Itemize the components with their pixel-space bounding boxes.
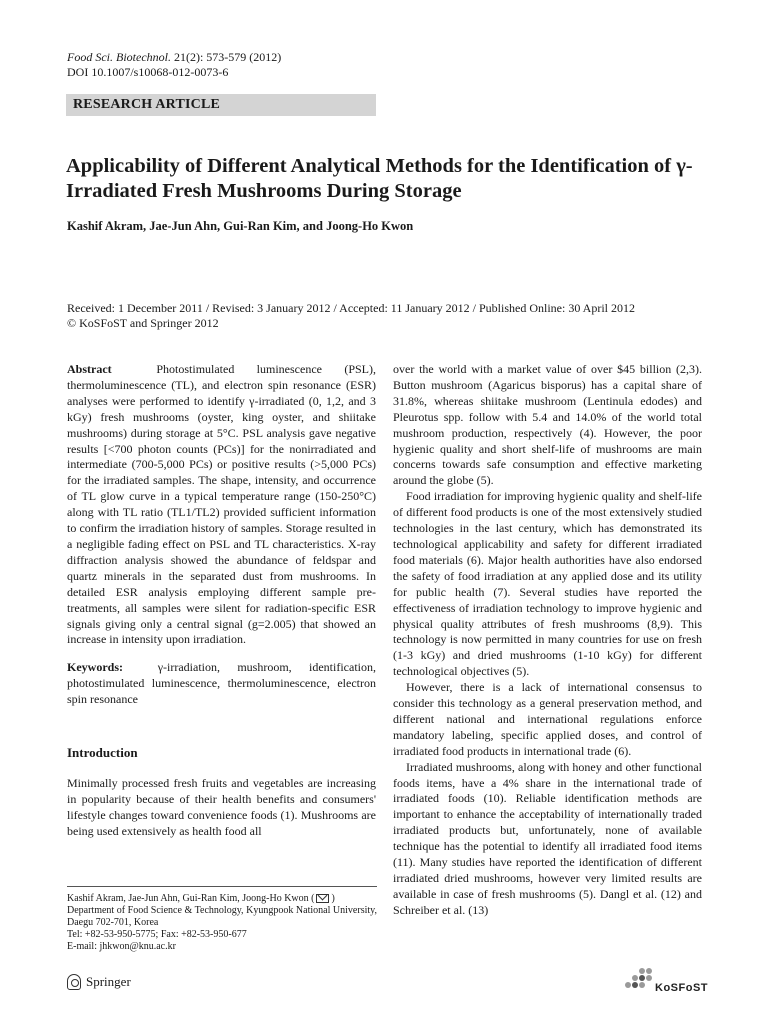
body-paragraph-3: However, there is a lack of international consensus to consider this technology as a general preservation method, and different national and international regulations enforce mandatory labeling, specific applied doses, and control of irradiated food products in international trade (6). [393,680,702,758]
keywords [67,660,376,708]
abstract-text: Photostimulated luminescence (PSL), thermoluminescence (TL), and electron spin resonance (ESR) analyses were performed to identify γ-irradiated (0, 1,2, and 3 kGy) fresh mushrooms (oyster, king oyster, and shiitake mushrooms) during storage at 5°C. PSL analysis gave negative results [<700 photon counts (PCs)] for the nonirradiated and intermediate (700-5,000 PCs) or positive results (>5,000 PCs) for the irradiated samples. The shape, intensity, and occurrence of TL glow curve in a typical temperature range (150-250°C) along with TL ratio (TL1/TL2) provided sufficient information to confirm the irradiation history of samples. Storage resulted in a negligible fading effect on PSL and TL characteristics. X-ray diffraction analysis showed the abundance of feldspar and quartz minerals in the separated dust from mushrooms. In detailed ESR analysis employing different sample pre-treatments, all samples were silent for radiation-specific ESR signals giving only a central signal (g=2.005) that showed an increase in intensity upon irradiation. [67,362,376,647]
article-title: Applicability of Different Analytical Methods for the Identification of γ-Irradiated Fresh Mushrooms During Storage [66,155,693,202]
keywords-text: γ-irradiation, mushroom, identification, photostimulated luminescence, thermoluminescence, electron spin resonance [67,660,376,707]
springer-logo [67,974,131,990]
affiliation-email[interactable]: E-mail: jhkwon@knu.ac.kr [67,941,176,952]
kosfost-label: KoSFoST [655,982,708,994]
article-type-banner: RESEARCH ARTICLE [66,94,376,116]
affiliation-department: Department of Food Science & Technology, Kyungpook National University, Daegu 702-701, Korea [67,905,377,928]
journal-issue: 21(2): 573-579 (2012) [170,50,282,64]
copyright: © KoSFoST and Springer 2012 [67,316,219,330]
author-list: Kashif Akram, Jae-Jun Ahn, Gui-Ran Kim, and Joong-Ho Kwon [67,219,414,233]
received-dates: Received: 1 December 2011 / Revised: 3 January 2012 / Accepted: 11 January 2012 / Published Online: 30 April 2012 [67,301,635,315]
publication-history [67,301,717,331]
affiliation-tel-fax: Tel: +82-53-950-5775; Fax: +82-53-950-677 [67,929,247,940]
journal-citation [67,50,281,80]
springer-label: Springer [86,974,131,989]
keywords-label: Keywords: [67,660,123,675]
journal-name: Food Sci. Biotechnol. [67,50,171,64]
left-column [67,362,376,840]
right-column [393,362,702,919]
body-paragraph-2: Food irradiation for improving hygienic quality and shelf-life of different food products is one of the most extensively studied technologies in the last century, which has demonstrated its technological applicability and safety for different irradiated food materials (6). Major health authorities have also endorsed the safety of food irradiation at any applied dose and its utility for public health (7). Several studies have reported the effectiveness of irradiation technology to improve hygienic and physical quality attributes of fresh mushrooms (8,9). This technology is now permitted in many countries for use on fresh (1-3 kGy) and dried mushrooms (1-10 kGy) for different technological objectives (5). [393,489,702,679]
abstract-label: Abstract [67,362,112,376]
doi: DOI 10.1007/s10068-012-0073-6 [67,65,229,79]
springer-horse-icon [67,974,81,990]
author-affiliation: Kashif Akram, Jae-Jun Ahn, Gui-Ran Kim, Joong-Ho Kwon ( ) Department of Food Science & Technology, Kyungpook National University, Daegu 702-701, Korea Tel: +82-53-950-5775; Fax: +82-53-950-677 E-mail: jhkwon@knu.ac.kr [67,886,377,953]
abstract [67,362,376,648]
body-paragraph-1: over the world with a market value of over $45 billion (2,3). Button mushroom (Agaricus bisporus) has a capital share of 31.8%, whereas shiitake mushroom (Lentinula edodes) and Pleurotus spp. follow with 5.4 and 14.0% of the world total mushroom production, respectively (4). However, the poor hygienic quality and short shelf-life of mushrooms are main concerns towards safe consumption and effective marketing around the globe (5). [393,362,702,488]
kosfost-logo [625,968,708,994]
kosfost-dots-icon [625,968,653,994]
introduction-paragraph: Minimally processed fresh fruits and vegetables are increasing in popularity because of their health benefits and consumers' lifestyle changes toward convenience foods (1). Mushrooms are being used extensively as health food all [67,775,376,838]
introduction-heading: Introduction [67,745,138,761]
affiliation-names: Kashif Akram, Jae-Jun Ahn, Gui-Ran Kim, Joong-Ho Kwon [67,893,309,904]
body-paragraph-4: Irradiated mushrooms, along with honey and other functional foods items, have a 4% share in the international trade of irradiated foods (10). Reliable identification methods are important to enhance the acceptability of internationally traded irradiated products but, unfortunately, none of available technique has the potential to identify all irradiated food items (11). Many studies have reported the identification of different irradiated dried mushrooms, however very limited results are available in case of fresh mushrooms (5). Dangl et al. (12) and Schreiber et al. (13) [393,759,702,917]
envelope-icon [316,894,329,903]
